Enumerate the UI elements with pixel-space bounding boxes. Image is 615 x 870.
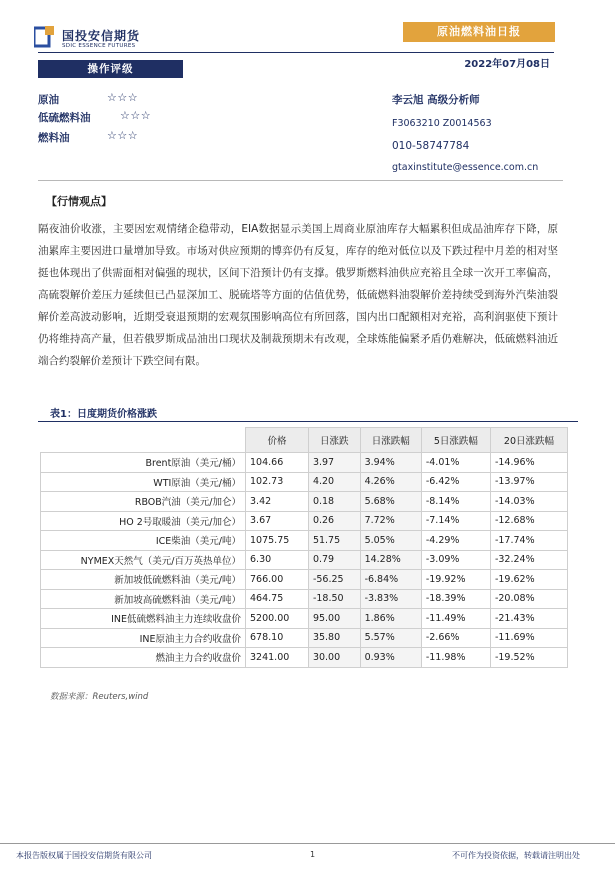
table-cell: 35.80 bbox=[308, 628, 360, 648]
table-header-cell: 5日涨跌幅 bbox=[421, 428, 490, 453]
table-cell: 5.57% bbox=[360, 628, 421, 648]
footer-copyright: 本报告版权属于国投安信期货有限公司 bbox=[16, 851, 152, 860]
table-row bbox=[41, 648, 568, 668]
table-cell: -3.83% bbox=[360, 589, 421, 609]
table-cell: -18.39% bbox=[421, 589, 490, 609]
price-table bbox=[40, 427, 568, 668]
report-date: 2022年07月08日 bbox=[464, 59, 550, 70]
footer-divider bbox=[0, 843, 615, 844]
row-label: RBOB汽油（美元/加仑） bbox=[41, 492, 246, 512]
analyst-email[interactable]: gtaxinstitute@essence.com.cn bbox=[392, 162, 539, 173]
row-label: ICE柴油（美元/吨） bbox=[41, 531, 246, 551]
section-divider bbox=[38, 180, 563, 181]
table-cell: -32.24% bbox=[490, 550, 567, 570]
row-label: NYMEX天然气（美元/百万英热单位） bbox=[41, 550, 246, 570]
table-title-divider bbox=[38, 421, 578, 422]
table-cell: -21.43% bbox=[490, 609, 567, 629]
table-cell: 0.18 bbox=[308, 492, 360, 512]
table-cell: -17.74% bbox=[490, 531, 567, 551]
row-label: WTI原油（美元/桶） bbox=[41, 472, 246, 492]
table-cell: -8.14% bbox=[421, 492, 490, 512]
table-row bbox=[41, 472, 568, 492]
rating-item-name: 低硫燃料油 bbox=[38, 112, 91, 124]
table-cell: -6.42% bbox=[421, 472, 490, 492]
table-cell: -11.98% bbox=[421, 648, 490, 668]
row-label: 燃油主力合约收盘价 bbox=[41, 648, 246, 668]
rating-item-name: 原油 bbox=[38, 94, 59, 106]
table-cell: 5.05% bbox=[360, 531, 421, 551]
footer-disclaimer: 不可作为投资依据，转载请注明出处 bbox=[452, 851, 580, 860]
row-label: HO 2号取暖油（美元/加仑） bbox=[41, 511, 246, 531]
table-header-cell: 价格 bbox=[246, 428, 309, 453]
data-source: 数据来源：Reuters,wind bbox=[50, 692, 149, 702]
table-row bbox=[41, 628, 568, 648]
table-cell: 3.67 bbox=[246, 511, 309, 531]
table-cell: 102.73 bbox=[246, 472, 309, 492]
table-row bbox=[41, 531, 568, 551]
table-cell: 4.26% bbox=[360, 472, 421, 492]
table-row bbox=[41, 453, 568, 473]
table-cell: -11.69% bbox=[490, 628, 567, 648]
row-label: INE低硫燃料油主力连续收盘价 bbox=[41, 609, 246, 629]
row-label: INE原油主力合约收盘价 bbox=[41, 628, 246, 648]
table-cell: 6.30 bbox=[246, 550, 309, 570]
table-header-row bbox=[41, 428, 568, 453]
table-cell: -2.66% bbox=[421, 628, 490, 648]
table-cell: -18.50 bbox=[308, 589, 360, 609]
table-cell: -20.08% bbox=[490, 589, 567, 609]
table-cell: -4.01% bbox=[421, 453, 490, 473]
table-row bbox=[41, 589, 568, 609]
analyst-name: 李云旭 高级分析师 bbox=[392, 94, 480, 106]
table-row bbox=[41, 550, 568, 570]
rating-item-stars: ☆☆☆ bbox=[120, 109, 152, 122]
table-cell: 678.10 bbox=[246, 628, 309, 648]
table-cell: -12.68% bbox=[490, 511, 567, 531]
table-cell: 3.94% bbox=[360, 453, 421, 473]
table-cell: 95.00 bbox=[308, 609, 360, 629]
table-cell: 464.75 bbox=[246, 589, 309, 609]
table-cell: 14.28% bbox=[360, 550, 421, 570]
table-row bbox=[41, 511, 568, 531]
table-cell: -56.25 bbox=[308, 570, 360, 590]
table-cell: -13.97% bbox=[490, 472, 567, 492]
table-cell: 7.72% bbox=[360, 511, 421, 531]
table-header-blank bbox=[41, 428, 246, 453]
header-divider bbox=[38, 52, 554, 53]
table-cell: 1075.75 bbox=[246, 531, 309, 551]
table-cell: -7.14% bbox=[421, 511, 490, 531]
table-cell: 30.00 bbox=[308, 648, 360, 668]
table-cell: 0.26 bbox=[308, 511, 360, 531]
section-title: 【行情观点】 bbox=[46, 195, 112, 208]
table-header-cell: 日涨跌幅 bbox=[360, 428, 421, 453]
company-name: 国投安信期货 bbox=[62, 29, 141, 43]
table-cell: -11.49% bbox=[421, 609, 490, 629]
row-label: 新加坡高硫燃料油（美元/吨） bbox=[41, 589, 246, 609]
table-cell: 51.75 bbox=[308, 531, 360, 551]
company-logo-icon bbox=[34, 26, 56, 48]
table-cell: 3.42 bbox=[246, 492, 309, 512]
table-cell: -14.96% bbox=[490, 453, 567, 473]
table-cell: -4.29% bbox=[421, 531, 490, 551]
table-row bbox=[41, 570, 568, 590]
rating-item-name: 燃料油 bbox=[38, 132, 70, 144]
table-row bbox=[41, 609, 568, 629]
report-title-banner: 原油燃料油日报 bbox=[403, 22, 555, 42]
row-label: 新加坡低硫燃料油（美元/吨） bbox=[41, 570, 246, 590]
table-header-cell: 日涨跌 bbox=[308, 428, 360, 453]
table-cell: -6.84% bbox=[360, 570, 421, 590]
row-label: Brent原油（美元/桶） bbox=[41, 453, 246, 473]
table-cell: -19.92% bbox=[421, 570, 490, 590]
table-cell: -3.09% bbox=[421, 550, 490, 570]
analyst-phone: 010-58747784 bbox=[392, 140, 470, 152]
table-cell: 5200.00 bbox=[246, 609, 309, 629]
table-cell: -19.52% bbox=[490, 648, 567, 668]
table-cell: -14.03% bbox=[490, 492, 567, 512]
table-cell: 0.79 bbox=[308, 550, 360, 570]
table-row bbox=[41, 492, 568, 512]
page-number: 1 bbox=[310, 850, 316, 859]
analyst-license: F3063210 Z0014563 bbox=[392, 118, 492, 129]
market-view-text: 隔夜油价收涨，主要因宏观情绪企稳带动，EIA数据显示美国上周商业原油库存大幅累积但成品油库存下降，原油累库主要因进口量增加导致。市场对供应预期的博弈仍有反复，库存的绝对低位以及下跌过程中月差的相对坚挺也体现出了供需面相对偏强的现状，区间下沿预计仍有支撑。俄罗斯燃料油供应充裕且全球一次开工率偏高，高硫裂解价差压力延续但已凸显深加工、脱硫塔等方面的估值优势，低硫燃料油裂解价差持续受到海外汽柴油裂解价差高波动影响，近期受衰退预期的宏观氛围影响高位有所回落，国内出口配额相对充裕，高利润驱使下预计仍将维持高产量，但若俄罗斯成品油出口现状及制裁预期未有改观，全球炼能偏紧矛盾仍难解决，低硫燃料油近端合约裂解价差预计下跌空间有限。 bbox=[38, 223, 558, 367]
table-cell: 766.00 bbox=[246, 570, 309, 590]
table-cell: 104.66 bbox=[246, 453, 309, 473]
table-header-cell: 20日涨跌幅 bbox=[490, 428, 567, 453]
rating-item-stars: ☆☆☆ bbox=[107, 91, 139, 104]
table-cell: -19.62% bbox=[490, 570, 567, 590]
rating-title: 操作评级 bbox=[38, 60, 183, 78]
table-cell: 3241.00 bbox=[246, 648, 309, 668]
table-cell: 4.20 bbox=[308, 472, 360, 492]
table-title: 表1：日度期货价格涨跌 bbox=[50, 409, 157, 420]
table-cell: 1.86% bbox=[360, 609, 421, 629]
table-cell: 3.97 bbox=[308, 453, 360, 473]
table-cell: 0.93% bbox=[360, 648, 421, 668]
table-cell: 5.68% bbox=[360, 492, 421, 512]
rating-item-stars: ☆☆☆ bbox=[107, 129, 139, 142]
company-name-en: SDIC ESSENCE FUTURES bbox=[62, 43, 136, 49]
